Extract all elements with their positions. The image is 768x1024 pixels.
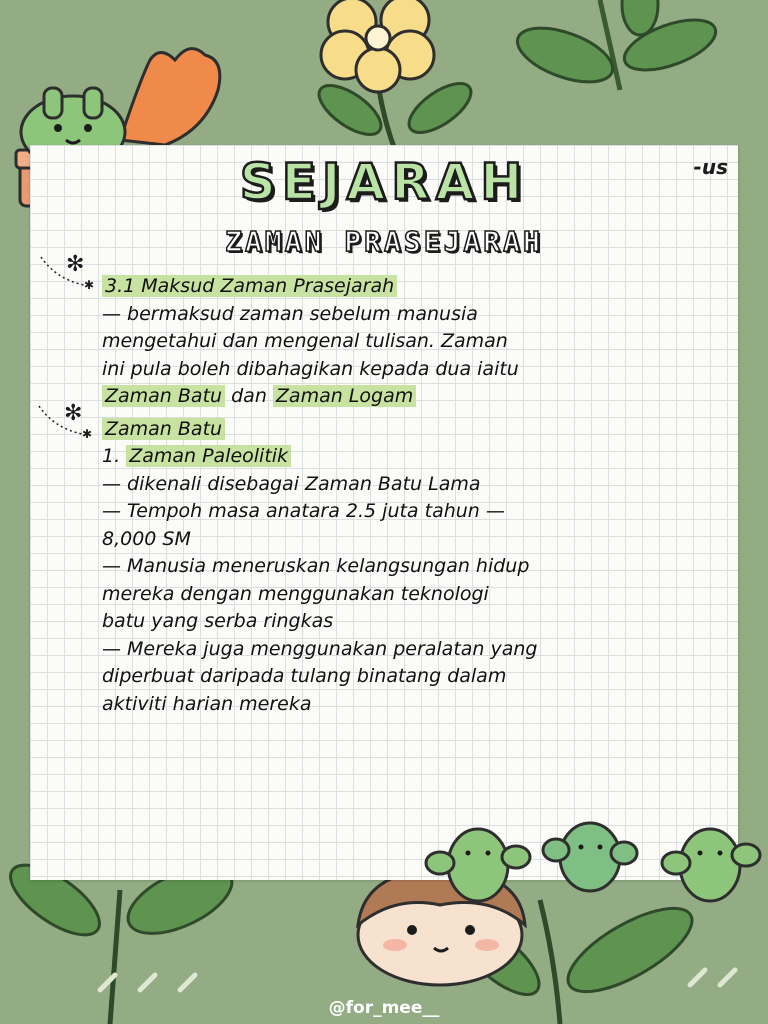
body-text: aktiviti harian mereka — [102, 692, 312, 715]
body-text: 8,000 SM — [102, 527, 191, 550]
body-text: — Manusia meneruskan kelangsungan hidup — [102, 555, 530, 577]
cactus-group — [0, 815, 768, 955]
body-text: diperbuat daripada tulang binatang dalam — [102, 665, 507, 687]
svg-text:✱: ✱ — [84, 278, 95, 292]
svg-text:✻: ✻ — [66, 252, 85, 277]
body-text: — dikenali disebagai Zaman Batu Lama — [102, 472, 481, 495]
term-highlight: Zaman Batu — [102, 385, 225, 407]
flower-icon — [311, 0, 478, 150]
body-text: batu yang serba ringkas — [102, 610, 334, 632]
cactus-icon — [543, 823, 637, 891]
author-signature: -us — [693, 155, 728, 179]
leaf-icon — [510, 0, 721, 93]
svg-text:✻: ✻ — [64, 401, 83, 426]
page-title: SEJARAH — [239, 153, 529, 211]
cactus-icon — [662, 829, 760, 901]
sparkle-icon — [34, 398, 94, 442]
page-subtitle: ZAMAN PRASEJARAH — [225, 225, 543, 258]
watermark: @for_mee__ — [328, 998, 440, 1018]
term-highlight: Zaman Logam — [273, 385, 416, 407]
body-text: — Mereka juga menggunakan peralatan yang — [102, 637, 538, 660]
body-text: Zaman Batu dan Zaman Logam — [102, 383, 732, 411]
list-item-title: 1. Zaman Paleolitik — [102, 443, 732, 471]
note-content — [102, 273, 732, 718]
sparkle-icon — [36, 249, 96, 293]
section-heading: Zaman Batu — [102, 416, 732, 444]
note-paper — [30, 145, 738, 880]
body-text: — bermaksud zaman sebelum manusia — [102, 302, 478, 325]
body-text: — Tempoh masa anatara 2.5 juta tahun — — [102, 500, 505, 522]
body-text: ini pula boleh dibahagikan kepada dua iaitu — [102, 357, 519, 380]
svg-text:✱: ✱ — [82, 427, 93, 441]
body-text: mereka dengan menggunakan teknologi — [102, 582, 489, 605]
flower-icon — [120, 49, 220, 145]
section-heading: 3.1 Maksud Zaman Prasejarah — [102, 273, 732, 301]
cactus-icon — [426, 829, 530, 901]
body-text: mengetahui dan mengenal tulisan. Zaman — [102, 330, 508, 352]
